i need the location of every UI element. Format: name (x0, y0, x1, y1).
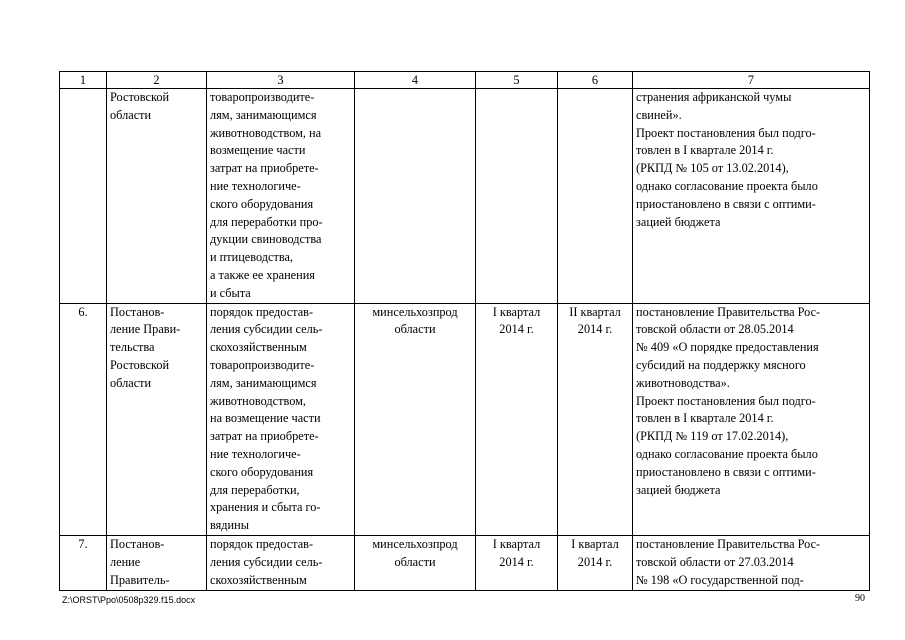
actual-term-cell (558, 535, 633, 590)
cell-text-line: вядины (210, 518, 249, 533)
planned-term-cell (476, 535, 558, 590)
row-number-cell (60, 303, 107, 535)
column-header-5: 5 (476, 72, 558, 89)
cell-text-line: № 409 «О порядке предоставления (636, 340, 819, 355)
cell-text-line: ние технологиче- (210, 178, 301, 193)
cell-text-line: ского оборудования (210, 196, 314, 211)
cell-text-line: (РКПД № 105 от 13.02.2014), (636, 161, 789, 176)
cell-text-line: 2014 г. (499, 322, 534, 337)
column-header-6: 6 (558, 72, 633, 89)
cell-text-line: товлен в I квартале 2014 г. (636, 411, 774, 426)
cell-text-line: I квартал (571, 536, 619, 551)
status-note-cell (633, 535, 870, 590)
cell-text-line: ления субсидии сель- (210, 554, 323, 569)
cell-text-line: Ростовской (110, 357, 170, 372)
cell-text-line: 7. (78, 536, 88, 551)
cell-text-line: ского оборудования (210, 464, 314, 479)
cell-text-line: возмещение части (210, 143, 306, 158)
page-number: 90 (855, 593, 865, 604)
responsible-cell (355, 535, 476, 590)
subject-cell (207, 89, 355, 304)
cell-text-line: а также ее хранения (210, 267, 315, 282)
cell-text-line: товаропроизводите- (210, 357, 315, 372)
cell-text-line: товской области от 28.05.2014 (636, 322, 794, 337)
cell-text-line: Проект постановления был подго- (636, 393, 816, 408)
cell-text-line: лям, занимающимся (210, 375, 317, 390)
cell-text-line: постановление Правительства Рос- (636, 304, 821, 319)
cell-text-line: для переработки, (210, 482, 300, 497)
cell-text-line: ления субсидии сель- (210, 322, 323, 337)
row-number-cell (60, 535, 107, 590)
table-row (60, 535, 870, 590)
cell-text-line: приостановлено в связи с оптими- (636, 196, 816, 211)
cell-text-line: товаропроизводите- (210, 90, 315, 104)
header-row (60, 72, 870, 89)
cell-text-line: I квартал (492, 536, 541, 551)
actual-term-cell (558, 303, 633, 535)
subject-cell (207, 303, 355, 535)
responsible-cell (355, 89, 476, 304)
cell-text-line: (РКПД № 119 от 17.02.2014), (636, 429, 789, 444)
cell-text-line: № 198 «О государственной под- (636, 572, 804, 587)
cell-text-line: 6. (78, 304, 88, 319)
cell-text-line: порядок предостав- (210, 536, 314, 551)
document-type-cell (107, 535, 207, 590)
cell-text-line: затрат на приобрете- (210, 429, 319, 444)
cell-text-line: зацией бюджета (636, 482, 721, 497)
cell-text-line: ление Прави- (110, 322, 181, 337)
cell-text-line: постановление Правительства Рос- (636, 536, 821, 551)
cell-text-line: II квартал (569, 304, 621, 319)
subject-cell (207, 535, 355, 590)
cell-text-line: дукции свиноводства (210, 232, 322, 247)
actual-term-cell (558, 89, 633, 304)
cell-text-line: области (110, 107, 152, 122)
cell-text-line: I квартал (492, 304, 541, 319)
document-type-cell (107, 89, 207, 304)
cell-text-line: области (110, 375, 152, 390)
cell-text-line: скохозяйственным (210, 340, 307, 355)
cell-text-line: Правитель- (110, 572, 170, 587)
cell-text-line: 2014 г. (499, 554, 534, 569)
cell-text-line: ление (110, 554, 141, 569)
cell-text-line: однако согласование проекта было (636, 446, 818, 461)
cell-text-line: для переработки про- (210, 214, 323, 229)
cell-text-line: 2014 г. (577, 554, 613, 569)
cell-text-line: товской области от 27.03.2014 (636, 554, 794, 569)
cell-text-line: Постанов- (110, 304, 165, 319)
cell-text-line: ние технологиче- (210, 446, 301, 461)
cell-text-line: минсельхозпрод (372, 304, 458, 319)
cell-text-line: животноводством, (210, 393, 306, 408)
cell-text-line: товлен в I квартале 2014 г. (636, 143, 774, 158)
cell-text-line: Ростовской (110, 90, 170, 104)
status-note-cell (633, 303, 870, 535)
cell-text-line: субсидий на поддержку мясного (636, 357, 806, 372)
column-header-7: 7 (633, 72, 870, 89)
table-row (60, 303, 870, 535)
cell-text-line: Проект постановления был подго- (636, 125, 816, 140)
cell-text-line: хранения и сбыта го- (210, 500, 321, 515)
column-header-3: 3 (207, 72, 355, 89)
column-header-2: 2 (107, 72, 207, 89)
table-row (60, 89, 870, 304)
row-number-cell (60, 89, 107, 304)
cell-text-line: животноводства». (636, 375, 730, 390)
cell-text-line: зацией бюджета (636, 214, 721, 229)
document-table (59, 71, 870, 591)
cell-text-line: лям, занимающимся (210, 107, 317, 122)
file-path-footer: Z:\ORST\Ppo\0508p329.f15.docx (62, 595, 196, 605)
cell-text-line: однако согласование проекта было (636, 178, 818, 193)
column-header-4: 4 (355, 72, 476, 89)
responsible-cell (355, 303, 476, 535)
document-type-cell (107, 303, 207, 535)
cell-text-line: 2014 г. (577, 322, 613, 337)
cell-text-line: на возмещение части (210, 411, 321, 426)
cell-text-line: приостановлено в связи с оптими- (636, 464, 816, 479)
cell-text-line: Постанов- (110, 536, 165, 551)
cell-text-line: и птицеводства, (210, 250, 294, 265)
cell-text-line: минсельхозпрод (372, 536, 458, 551)
cell-text-line: порядок предостав- (210, 304, 314, 319)
cell-text-line: области (394, 554, 436, 569)
cell-text-line: скохозяйственным (210, 572, 307, 587)
cell-text-line: тельства (110, 340, 155, 355)
cell-text-line: странения африканской чумы (636, 90, 792, 104)
cell-text-line: и сбыта (210, 285, 251, 300)
cell-text-line: затрат на приобрете- (210, 161, 319, 176)
column-header-1: 1 (60, 72, 107, 89)
planned-term-cell (476, 89, 558, 304)
cell-text-line: свиней». (636, 107, 682, 122)
cell-text-line: животноводством, на (210, 125, 322, 140)
cell-text-line: области (394, 322, 436, 337)
status-note-cell (633, 89, 870, 304)
planned-term-cell (476, 303, 558, 535)
